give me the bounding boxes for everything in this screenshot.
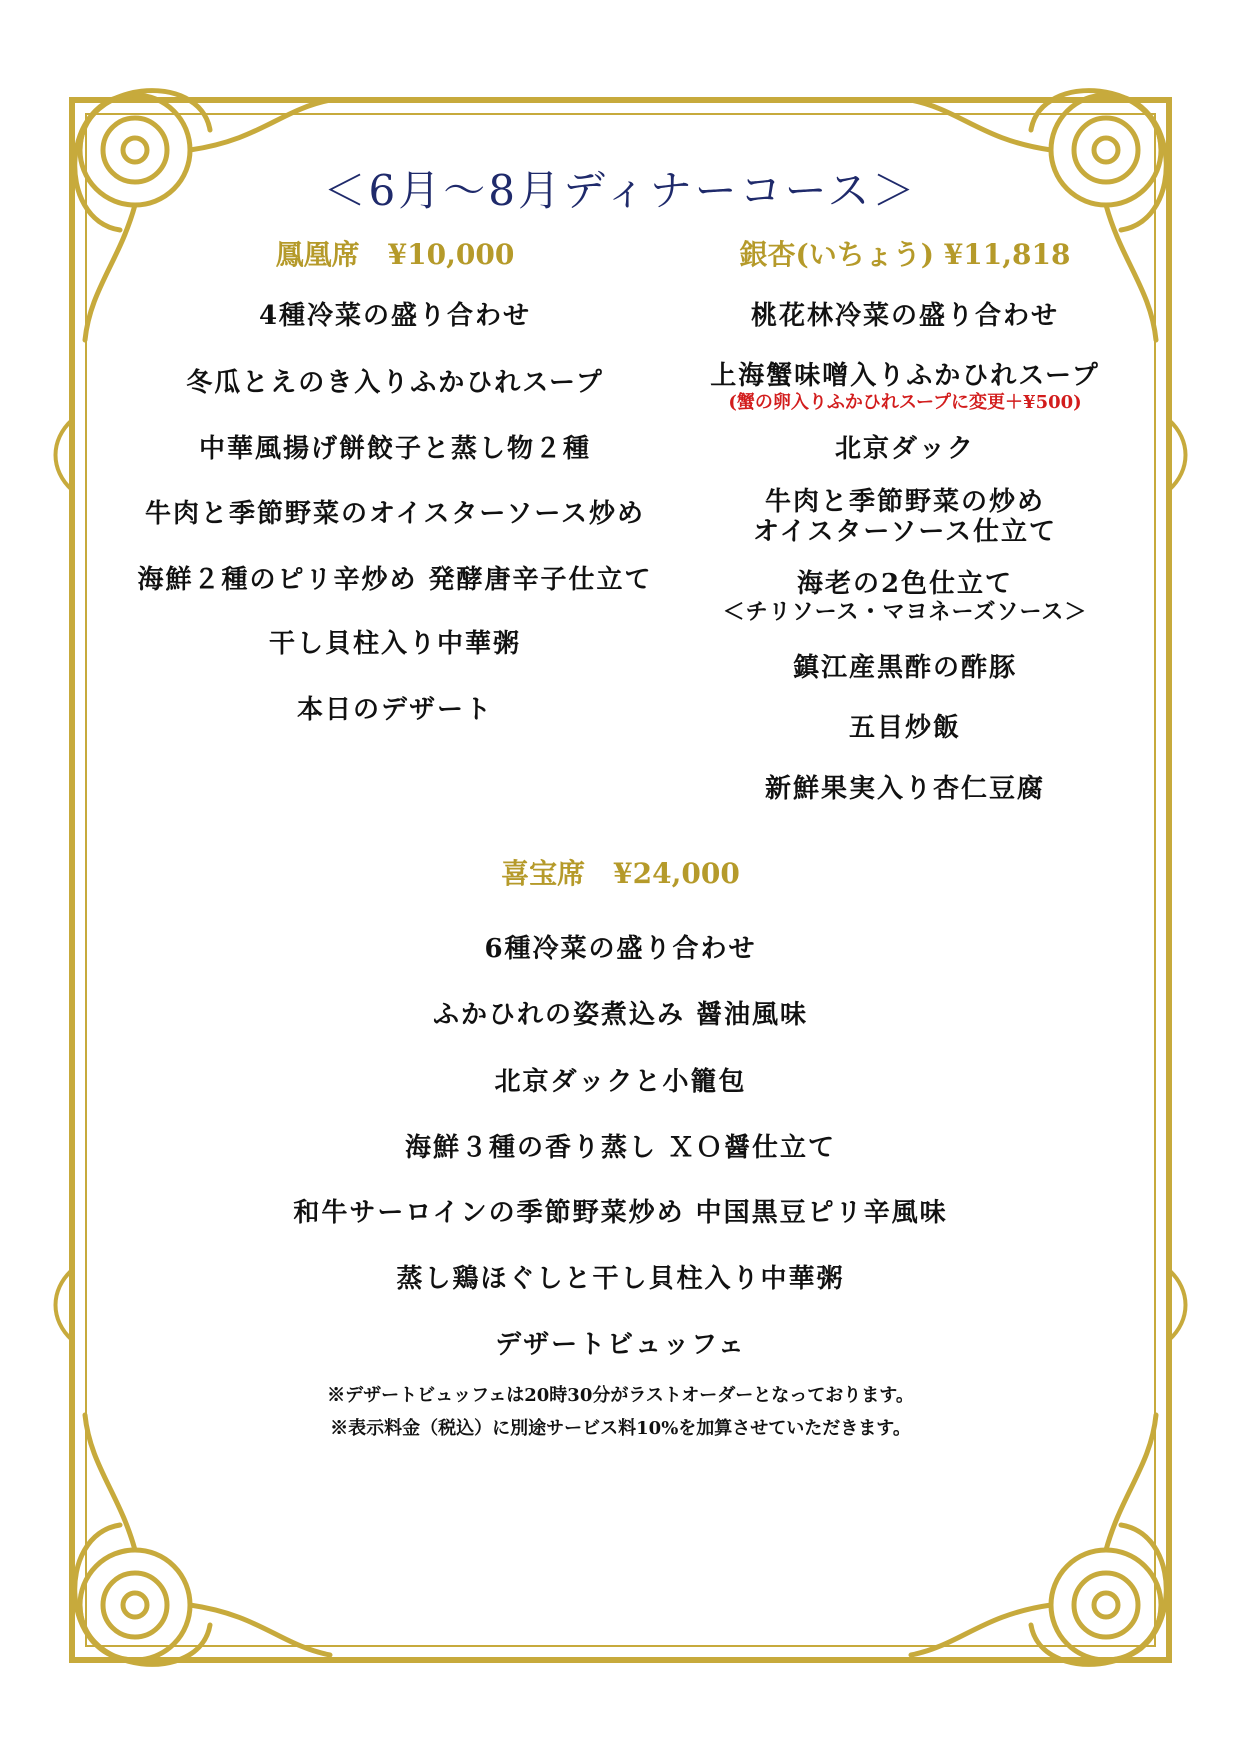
- menu-item: 海老の2色仕立て: [796, 569, 1014, 599]
- menu-item: 桃花林冷菜の盛り合わせ: [750, 301, 1059, 331]
- menu-item: 北京ダックと小籠包: [494, 1067, 747, 1097]
- shrimp-sauce-note: ＜チリソース・マヨネーズソース＞: [722, 599, 1088, 625]
- menu-item: 北京ダック: [834, 434, 975, 464]
- menu-item: 本日のデザート: [296, 695, 493, 725]
- menu-item: デザートビュッフェ: [495, 1330, 746, 1360]
- footnote-service-charge: ※表示料金（税込）に別途サービス料10%を加算させていただきます。: [330, 1418, 911, 1439]
- menu-item: 海鮮３種の香り蒸し ＸＯ醤仕立て: [404, 1133, 837, 1163]
- menu-item: 新鮮果実入り杏仁豆腐: [764, 774, 1045, 804]
- course-heading: 銀杏(いちょう) ¥11,818: [739, 238, 1071, 271]
- course-heading: 喜宝席 ¥24,000: [501, 857, 740, 890]
- menu-item: 五目炒飯: [848, 713, 961, 743]
- soup-upgrade-option: (蟹の卵入りふかひれスープに変更＋¥500): [728, 392, 1082, 413]
- menu-item: 和牛サーロインの季節野菜炒め 中国黒豆ピリ辛風味: [293, 1198, 948, 1228]
- menu-item: 中華風揚げ餅餃子と蒸し物２種: [198, 434, 591, 464]
- menu-item: 蒸し鶏ほぐしと干し貝柱入り中華粥: [396, 1264, 845, 1294]
- menu-item: 上海蟹味噌入りふかひれスープ: [710, 361, 1100, 391]
- menu-item: 牛肉と季節野菜の炒め: [764, 487, 1045, 517]
- menu-item: 干し貝柱入り中華粥: [268, 629, 521, 659]
- footnote-last-order: ※デザートビュッフェは20時30分がラストオーダーとなっております。: [327, 1385, 914, 1406]
- menu-item-continued: オイスターソース仕立て: [752, 517, 1058, 547]
- page-title: ＜6月～8月ディナーコース＞: [323, 166, 918, 215]
- corner-scroll-bottom-right: [911, 1415, 1166, 1664]
- menu-item: 海鮮２種のピリ辛炒め 発酵唐辛子仕立て: [137, 565, 653, 595]
- menu-item: 鎮江産黒酢の酢豚: [792, 653, 1017, 683]
- menu-item: ふかひれの姿煮込み 醤油風味: [432, 1000, 809, 1030]
- course-heading: 鳳凰席 ¥10,000: [275, 238, 515, 271]
- corner-scroll-bottom-left: [75, 1415, 330, 1664]
- menu-item: 冬瓜とえのき入りふかひれスープ: [186, 368, 604, 398]
- menu-item: 6種冷菜の盛り合わせ: [484, 934, 757, 964]
- menu-item: 4種冷菜の盛り合わせ: [258, 301, 532, 331]
- menu-item: 牛肉と季節野菜のオイスターソース炒め: [144, 499, 646, 529]
